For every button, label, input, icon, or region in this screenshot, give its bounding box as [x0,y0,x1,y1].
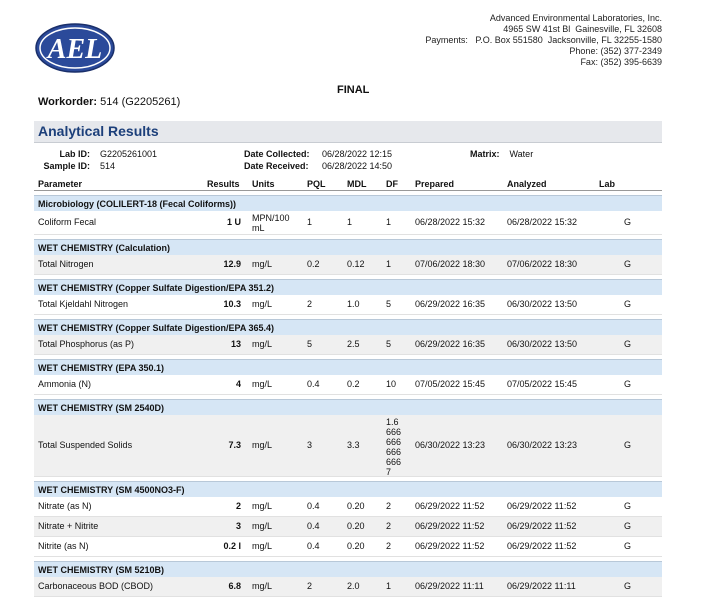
cell-result: 6.8 [228,581,241,591]
cell-df: 1 [386,581,392,591]
company-logo [34,22,116,74]
svg-text:AEL: AEL [47,34,103,65]
cell-mdl: 2.5 [347,339,360,349]
cell-df: 2 [386,501,392,511]
cell-prepared: 07/06/2022 18:30 [415,259,486,269]
table-row [34,295,662,315]
cell-result: 3 [235,521,241,531]
cell-pql: 0.4 [307,541,320,551]
cell-parameter: Nitrite (as N) [38,541,89,551]
method-group-title: WET CHEMISTRY (SM 4500NO3-F) [38,485,185,495]
cell-analyzed: 06/29/2022 11:52 [507,521,577,531]
cell-units: mg/L [252,541,273,551]
table-row [34,211,662,235]
company-payments: Payments: P.O. Box 551580 Jacksonville, FL 32255-1580 [425,35,662,45]
header-df: DF [386,179,398,189]
workorder [38,96,180,108]
cell-df: 2 [386,541,392,551]
date-received-value: 06/28/2022 14:50 [322,161,393,171]
sample-dates [244,148,392,172]
cell-lab: G [624,259,632,269]
header-lab: Lab [599,179,616,189]
cell-df: 1 [386,217,392,227]
method-group-header [34,239,662,255]
cell-prepared: 06/28/2022 15:32 [415,217,486,227]
header-pql: PQL [307,179,326,189]
cell-df: 1 [386,259,392,269]
cell-units: MPN/100 mL [252,213,290,233]
method-group-title: WET CHEMISTRY (SM 2540D) [38,403,165,413]
cell-mdl: 3.3 [347,440,360,450]
table-row [34,255,662,275]
cell-mdl: 0.2 [347,379,360,389]
header-parameter: Parameter [38,179,83,189]
cell-parameter: Total Phosphorus (as P) [38,339,135,349]
table-row [34,577,662,597]
cell-lab: G [624,501,632,511]
cell-prepared: 07/05/2022 15:45 [415,379,486,389]
cell-result: 12.9 [223,259,241,269]
cell-units: mg/L [252,379,273,389]
cell-df: 10 [386,379,397,389]
cell-mdl: 0.20 [347,541,365,551]
method-group-title: WET CHEMISTRY (Copper Sulfate Digestion/EPA 351.2) [38,283,275,293]
date-collected-value: 06/28/2022 12:15 [322,149,393,159]
method-group-header [34,319,662,335]
cell-lab: G [624,379,632,389]
sample-matrix [470,148,533,160]
cell-prepared: 06/29/2022 11:52 [415,521,485,531]
table-row [34,497,662,517]
cell-df: 1.6 666 666 666 666 7 [386,417,402,477]
sample-id-label: Sample ID: [43,161,90,171]
header-mdl: MDL [347,179,367,189]
cell-lab: G [624,217,632,227]
cell-pql: 0.4 [307,521,320,531]
cell-prepared: 06/29/2022 16:35 [415,299,486,309]
section-title: Analytical Results [38,123,159,139]
header-prepared: Prepared [415,179,455,189]
cell-df: 5 [386,339,392,349]
matrix-value: Water [509,149,534,159]
sample-ids [38,148,157,172]
workorder-label: Workorder: [38,96,98,108]
cell-units: mg/L [252,299,273,309]
cell-pql: 0.4 [307,501,320,511]
cell-lab: G [624,440,632,450]
cell-prepared: 06/29/2022 11:52 [415,501,485,511]
cell-analyzed: 07/06/2022 18:30 [507,259,578,269]
cell-units: mg/L [252,581,273,591]
cell-parameter: Ammonia (N) [38,379,92,389]
cell-parameter: Carbonaceous BOD (CBOD) [38,581,154,591]
cell-analyzed: 06/30/2022 13:23 [507,440,578,450]
cell-prepared: 06/29/2022 11:52 [415,541,485,551]
results-table [34,177,662,597]
method-group-title: WET CHEMISTRY (Calculation) [38,243,171,253]
lab-id-label: Lab ID: [59,149,90,159]
cell-units: mg/L [252,440,273,450]
table-row [34,517,662,537]
header-results: Results [207,179,240,189]
method-group-title: WET CHEMISTRY (SM 5210B) [38,565,165,575]
table-header [34,177,662,191]
company-name: Advanced Environmental Laboratories, Inc. [489,13,662,23]
cell-parameter: Total Suspended Solids [38,440,133,450]
table-row [34,415,662,477]
table-row [34,335,662,355]
table-row [34,375,662,395]
cell-mdl: 0.12 [347,259,365,269]
cell-df: 5 [386,299,392,309]
method-group-header [34,279,662,295]
cell-lab: G [624,299,632,309]
cell-analyzed: 07/05/2022 15:45 [507,379,578,389]
workorder-value: 514 (G2205261) [100,96,181,108]
cell-parameter: Total Nitrogen [38,259,94,269]
cell-analyzed: 06/29/2022 11:52 [507,541,577,551]
cell-mdl: 1 [347,217,353,227]
cell-result: 13 [230,339,241,349]
header-analyzed: Analyzed [507,179,547,189]
cell-result: 0.2 I [223,541,241,551]
company-address: 4965 SW 41st Bl Gainesville, FL 32608 [503,24,662,34]
cell-result: 10.3 [223,299,241,309]
cell-prepared: 06/30/2022 13:23 [415,440,486,450]
company-header [425,13,662,68]
date-received-label: Date Received: [244,161,309,171]
cell-units: mg/L [252,521,273,531]
cell-parameter: Nitrate + Nitrite [38,521,99,531]
company-phone: Phone: (352) 377-2349 [569,46,662,56]
method-group-header [34,561,662,577]
cell-units: mg/L [252,501,273,511]
report-status: FINAL [337,84,370,96]
cell-analyzed: 06/28/2022 15:32 [507,217,578,227]
cell-mdl: 0.20 [347,521,365,531]
cell-pql: 0.4 [307,379,320,389]
cell-result: 4 [235,379,241,389]
method-group-header [34,359,662,375]
cell-pql: 5 [307,339,313,349]
method-group-title: WET CHEMISTRY (EPA 350.1) [38,363,165,373]
cell-lab: G [624,541,632,551]
cell-analyzed: 06/30/2022 13:50 [507,299,578,309]
cell-df: 2 [386,521,392,531]
cell-units: mg/L [252,259,273,269]
cell-pql: 2 [307,581,313,591]
cell-units: mg/L [252,339,273,349]
cell-mdl: 1.0 [347,299,360,309]
sample-id-value: 514 [100,161,116,171]
cell-parameter: Coliform Fecal [38,217,97,227]
cell-pql: 2 [307,299,313,309]
cell-mdl: 2.0 [347,581,360,591]
cell-prepared: 06/29/2022 16:35 [415,339,486,349]
method-group-header [34,195,662,211]
date-collected-label: Date Collected: [244,149,310,159]
header-units: Units [252,179,275,189]
method-group-title: Microbiology (COLILERT-18 (Fecal Coliforms)) [38,199,237,209]
matrix-label: Matrix: [470,149,500,159]
method-group-header [34,481,662,497]
cell-result: 2 [235,501,241,511]
cell-result: 7.3 [228,440,241,450]
method-group-title: WET CHEMISTRY (Copper Sulfate Digestion/EPA 365.4) [38,323,275,333]
lab-id-value: G2205261001 [100,149,158,159]
cell-analyzed: 06/29/2022 11:11 [507,581,576,591]
cell-parameter: Nitrate (as N) [38,501,92,511]
cell-pql: 3 [307,440,313,450]
cell-prepared: 06/29/2022 11:11 [415,581,484,591]
cell-analyzed: 06/30/2022 13:50 [507,339,578,349]
cell-mdl: 0.20 [347,501,365,511]
cell-parameter: Total Kjeldahl Nitrogen [38,299,129,309]
cell-pql: 1 [307,217,313,227]
method-group-header [34,399,662,415]
cell-lab: G [624,339,632,349]
company-fax: Fax: (352) 395-6639 [580,57,662,67]
cell-pql: 0.2 [307,259,320,269]
cell-analyzed: 06/29/2022 11:52 [507,501,577,511]
table-row [34,537,662,557]
section-title-bar [34,121,662,143]
cell-result: 1 U [226,217,241,227]
cell-lab: G [624,581,632,591]
cell-lab: G [624,521,632,531]
